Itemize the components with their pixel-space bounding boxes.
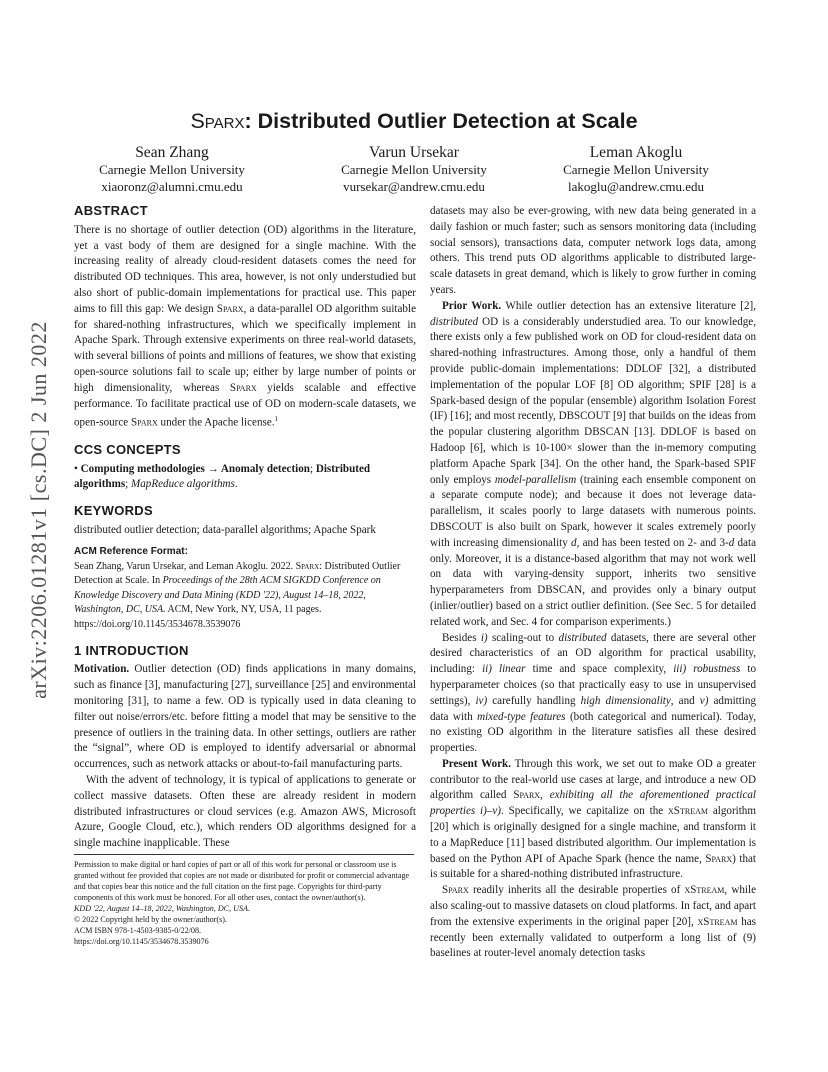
keywords-heading: KEYWORDS [74, 503, 153, 519]
properties-paragraph: Besides i) scaling-out to distributed datasets, there are several other desired characteristics of an OD algorithm for practical usability, including: ii) linear time and space complexity, iii) robustness to hyperparameter choices (so that practically easy to use in unsupervised settings), iv) carefully handling high dimensionality, and v) admitting data with mixed-type features (both categorical and numerical). Today, no existing OD algorithm in the literature satisfies all these desired properties. [430, 631, 757, 755]
arxiv-identifier: arXiv:2206.01281v1 [cs.DC] 2 Jun 2022 [26, 321, 51, 699]
author-name: Varun Ursekar [369, 144, 459, 161]
keywords-text: distributed outlier detection; data-parallel algorithms; Apache Spark [74, 524, 376, 537]
present-work-paragraph: Present Work. Through this work, we set out to make OD a greater contributor to the real-world use cases at large, and introduce a new OD algorithm called Sparx, exhibiting all the aforementioned practical properties i)–v). Specifically, we capitalize on the xStream algorithm [20] which is originally designed for a single machine, and transform it to a MapReduce [11] based distributed algorithm. Our implementation is based on the Python API of Apache Spark (hence the name, Sparx) that is suitable for a shared-nothing distributed infrastructure. [430, 757, 756, 881]
author-name: Leman Akoglu [589, 144, 683, 161]
author-name: Sean Zhang [135, 144, 209, 161]
author-block [294, 143, 534, 195]
ccs-concepts: • Computing methodologies → Anomaly detection; Distributed algorithms; MapReduce algorithms. [74, 462, 371, 491]
intro-paragraph: With the advent of technology, it is typical of applications to generate or collect massive datasets. Often these are already resident in modern distributed infrastructures or cloud services (e.g. Amazon AWS, Microsoft Azure, Google Cloud, etc.), which renders OD algorithms designed for a single machine inapplicable. These [74, 773, 416, 850]
paper-title [0, 109, 828, 134]
acm-reference-heading: ACM Reference Format: [74, 545, 188, 557]
abstract-heading: ABSTRACT [74, 203, 148, 218]
author-email[interactable]: vursekar@andrew.cmu.edu [343, 178, 485, 194]
left-column [74, 203, 416, 852]
prior-work-paragraph: Prior Work. While outlier detection has an extensive literature [2], distributed OD is a considerably understudied area. To our knowledge, there exists only a few published work on OD for cloud-resident data on shared-nothing infrastructures. Among those, only a handful of them provide public-domain implementations: DDLOF [32], a distributed implementation of the popular LOF [8] OD algorithm; SPIF [28] is a Spark-based design of the popular (ensemble) algorithm Isolation Forest (IF) [16]; and most recently, DBSCOUT [9] that builds on the ideas from the popular clustering algorithm DBSCAN [13]. DDLOF is based on Hadoop [6], which is 10-100× slower than the in-memory computing platform Apache Spark [34]. On the other hand, the Spark-based SPIF only employs model-parallelism (training each ensemble component on a separate compute node); and because it does not leverage data-parallelism, it scales poorly to large datasets with numerous points. DBSCOUT is also built on Spark, however it scales extremely poorly with increasing dimensionality d, and has been tested on 2- and 3-d data only. Moreover, it is a distance-based algorithm that may not work well on data with varying-density support, inherits two sensitive hyperparameters from DBSCAN, and provides only a binary output (inlier/outlier) based on a strict outlier definition. (See Sec. 5 for detailed related work, and Sec. 4 for comparison experiments.) [430, 299, 757, 628]
body-paragraph: Sparx readily inherits all the desirable properties of xStream, while also scaling-out to massive datasets on cloud platforms. In fact, and apart from the extensive experiments in the original paper [20], xStream has recently been externally validated to outperform a long list of (9) baselines at router-level anomaly detection tasks [430, 884, 757, 960]
author-affiliation: Carnegie Mellon University [563, 162, 709, 177]
author-affiliation: Carnegie Mellon University [99, 162, 245, 177]
author-email[interactable]: lakoglu@andrew.cmu.edu [567, 178, 705, 194]
abstract-text: There is no shortage of outlier detection (OD) algorithms in the literature, yet a vast body of them are designed for a single machine. With the increasing reality of already cloud-resident datasets comes the need for distributed OD techniques. This area, however, is not only understudied but also short of public-domain implementations for practical use. This paper aims to fill this gap: We design Sparx, a data-parallel OD algorithm suitable for shared-nothing infrastructures, which we specifically implement in Apache Spark. Through extensive experiments on three real-world datasets, with several billions of points and millions of features, we show that existing open-source solutions fail to scale up; either by large number of points or high dimensionality, whereas Sparx yields scalable and effective performance. To facilitate practical use of OD on modern-scale datasets, we open-source Sparx under the Apache license.$^1$ [74, 223, 416, 430]
author-affiliation: Carnegie Mellon University [341, 162, 487, 177]
author-block [52, 143, 292, 195]
arxiv-sidebar-stamp [14, 300, 64, 720]
intro-paragraph: Motivation. Outlier detection (OD) finds applications in many domains, such as finance [3], manufacturing [27], surveillance [25] and environmental monitoring [31], to name a few. OD is typically used in data cleaning to filter out noise/errors/etc. before fitting a model that may be sensitive to the presence of outliers in the training data. In other settings, outliers are rather the “signal”, where OD is employed to identify adversarial or abnormal occurrences, such as network attacks or about-to-fail manufacturing parts. [74, 663, 416, 771]
permission-notice: Permission to make digital or hard copies of part or all of this work for personal or classroom use is granted without fee provided that copies are not made or distributed for profit or commercial advantage and that copies bear this notice and the full citation on the first page. Copyrights for third-party components of this work must be honored. For all other uses, contact the owner/author(s). [74, 860, 410, 902]
acm-reference [74, 544, 416, 633]
first-page-footnote [74, 854, 414, 947]
copyright-line: © 2022 Copyright held by the owner/author(s). [74, 915, 227, 924]
ccs-heading: CCS CONCEPTS [74, 441, 181, 457]
title-rest: : Distributed Outlier Detection at Scale [244, 109, 638, 133]
author-block [516, 143, 756, 195]
isbn-line: ACM ISBN 978-1-4503-9385-0/22/08. [74, 926, 202, 935]
introduction-heading: 1 INTRODUCTION [74, 642, 189, 658]
author-email[interactable]: xiaoronz@alumni.cmu.edu [101, 178, 243, 194]
venue-line: KDD '22, August 14–18, 2022, Washington, DC, USA. [74, 904, 250, 913]
right-column [430, 204, 756, 962]
acm-reference-text: Sean Zhang, Varun Ursekar, and Leman Akoglu. 2022. Sparx: Distributed Outlier Detection at Scale. In Proceedings of the 28th ACM SIGKDD Conference on Knowledge Discovery and Data Mining (KDD '22), August 14–18, 2022, Washington, DC, USA. ACM, New York, NY, USA, 11 pages. https://doi.org/10.1145/3534678.3539076 [74, 560, 401, 630]
title-system-name: Sparx [190, 109, 245, 133]
doi-link[interactable]: https://doi.org/10.1145/3534678.3539076 [74, 937, 209, 946]
body-paragraph: datasets may also be ever-growing, with new data being generated in a daily fashion or much faster; such as sensors monitoring data (including social sensors), transactions data, computer network logs data, among others. This trend puts OD algorithms applicable to distributed large-scale datasets in great demand, which is likely to grow further in coming years. [430, 205, 756, 296]
